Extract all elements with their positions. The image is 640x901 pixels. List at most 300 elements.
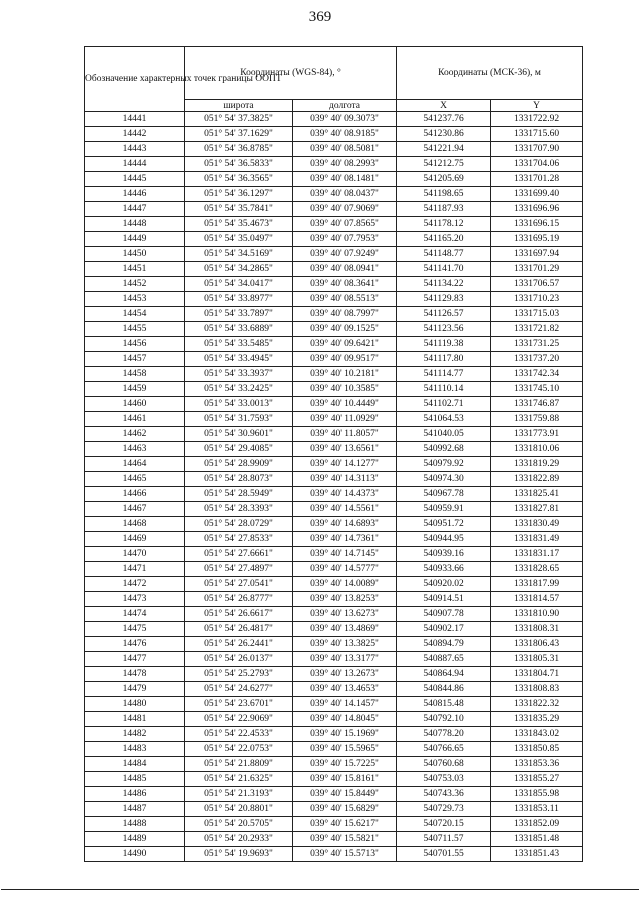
x-cell: 540974.30	[397, 472, 491, 487]
header-y: Y	[491, 100, 583, 112]
longitude-cell: 039° 40' 08.2993"	[293, 157, 397, 172]
latitude-cell: 051° 54' 29.4085"	[185, 442, 293, 457]
table-row	[85, 517, 583, 532]
longitude-cell: 039° 40' 15.5713"	[293, 847, 397, 862]
table-row	[85, 787, 583, 802]
point-id-cell: 14449	[85, 232, 185, 247]
longitude-cell: 039° 40' 13.4653"	[293, 682, 397, 697]
longitude-cell: 039° 40' 14.1457"	[293, 697, 397, 712]
point-id-cell: 14478	[85, 667, 185, 682]
table-row	[85, 547, 583, 562]
header-point-designation: Обозначение характерных точек границы ООПТ	[85, 47, 185, 112]
latitude-cell: 051° 54' 36.3565"	[185, 172, 293, 187]
point-id-cell: 14475	[85, 622, 185, 637]
longitude-cell: 039° 40' 07.8565"	[293, 217, 397, 232]
point-id-cell: 14470	[85, 547, 185, 562]
x-cell: 541237.76	[397, 112, 491, 127]
longitude-cell: 039° 40' 14.8045"	[293, 712, 397, 727]
y-cell: 1331697.94	[491, 247, 583, 262]
point-id-cell: 14476	[85, 637, 185, 652]
x-cell: 540760.68	[397, 757, 491, 772]
x-cell: 540729.73	[397, 802, 491, 817]
y-cell: 1331810.06	[491, 442, 583, 457]
latitude-cell: 051° 54' 34.2865"	[185, 262, 293, 277]
point-id-cell: 14471	[85, 562, 185, 577]
point-id-cell: 14484	[85, 757, 185, 772]
table-row	[85, 742, 583, 757]
x-cell: 540778.20	[397, 727, 491, 742]
point-id-cell: 14487	[85, 802, 185, 817]
y-cell: 1331742.34	[491, 367, 583, 382]
y-cell: 1331822.32	[491, 697, 583, 712]
x-cell: 540914.51	[397, 592, 491, 607]
point-id-cell: 14448	[85, 217, 185, 232]
latitude-cell: 051° 54' 30.9601"	[185, 427, 293, 442]
point-id-cell: 14456	[85, 337, 185, 352]
x-cell: 541114.77	[397, 367, 491, 382]
latitude-cell: 051° 54' 26.4817"	[185, 622, 293, 637]
x-cell: 541165.20	[397, 232, 491, 247]
x-cell: 541141.70	[397, 262, 491, 277]
latitude-cell: 051° 54' 26.6617"	[185, 607, 293, 622]
x-cell: 540920.02	[397, 577, 491, 592]
table-row	[85, 157, 583, 172]
longitude-cell: 039° 40' 14.7361"	[293, 532, 397, 547]
table-row	[85, 607, 583, 622]
longitude-cell: 039° 40' 14.6893"	[293, 517, 397, 532]
longitude-cell: 039° 40' 08.5081"	[293, 142, 397, 157]
point-id-cell: 14468	[85, 517, 185, 532]
longitude-cell: 039° 40' 08.0437"	[293, 187, 397, 202]
y-cell: 1331835.29	[491, 712, 583, 727]
table-row	[85, 457, 583, 472]
x-cell: 541187.93	[397, 202, 491, 217]
point-id-cell: 14464	[85, 457, 185, 472]
y-cell: 1331855.27	[491, 772, 583, 787]
x-cell: 541040.05	[397, 427, 491, 442]
table-row	[85, 112, 583, 127]
y-cell: 1331830.49	[491, 517, 583, 532]
latitude-cell: 051° 54' 33.5485"	[185, 337, 293, 352]
latitude-cell: 051° 54' 25.2793"	[185, 667, 293, 682]
point-id-cell: 14479	[85, 682, 185, 697]
y-cell: 1331715.03	[491, 307, 583, 322]
y-cell: 1331808.83	[491, 682, 583, 697]
point-id-cell: 14454	[85, 307, 185, 322]
longitude-cell: 039° 40' 13.6561"	[293, 442, 397, 457]
y-cell: 1331696.15	[491, 217, 583, 232]
x-cell: 541129.83	[397, 292, 491, 307]
y-cell: 1331722.92	[491, 112, 583, 127]
x-cell: 541230.86	[397, 127, 491, 142]
longitude-cell: 039° 40' 14.0089"	[293, 577, 397, 592]
point-id-cell: 14462	[85, 427, 185, 442]
x-cell: 540894.79	[397, 637, 491, 652]
latitude-cell: 051° 54' 19.9693"	[185, 847, 293, 862]
x-cell: 541119.38	[397, 337, 491, 352]
longitude-cell: 039° 40' 13.3177"	[293, 652, 397, 667]
point-id-cell: 14447	[85, 202, 185, 217]
x-cell: 540967.78	[397, 487, 491, 502]
y-cell: 1331699.40	[491, 187, 583, 202]
point-id-cell: 14469	[85, 532, 185, 547]
x-cell: 541221.94	[397, 142, 491, 157]
latitude-cell: 051° 54' 20.2933"	[185, 832, 293, 847]
latitude-cell: 051° 54' 33.4945"	[185, 352, 293, 367]
x-cell: 540944.95	[397, 532, 491, 547]
table-row	[85, 697, 583, 712]
longitude-cell: 039° 40' 09.9517"	[293, 352, 397, 367]
point-id-cell: 14455	[85, 322, 185, 337]
point-id-cell: 14460	[85, 397, 185, 412]
point-id-cell: 14450	[85, 247, 185, 262]
x-cell: 540939.16	[397, 547, 491, 562]
longitude-cell: 039° 40' 14.7145"	[293, 547, 397, 562]
latitude-cell: 051° 54' 27.6661"	[185, 547, 293, 562]
x-cell: 540792.10	[397, 712, 491, 727]
longitude-cell: 039° 40' 08.5513"	[293, 292, 397, 307]
longitude-cell: 039° 40' 15.7225"	[293, 757, 397, 772]
table-row	[85, 772, 583, 787]
point-id-cell: 14461	[85, 412, 185, 427]
latitude-cell: 051° 54' 21.8809"	[185, 757, 293, 772]
y-cell: 1331819.29	[491, 457, 583, 472]
longitude-cell: 039° 40' 10.4449"	[293, 397, 397, 412]
latitude-cell: 051° 54' 26.8777"	[185, 592, 293, 607]
table-row	[85, 802, 583, 817]
y-cell: 1331852.09	[491, 817, 583, 832]
longitude-cell: 039° 40' 08.7997"	[293, 307, 397, 322]
latitude-cell: 051° 54' 20.5705"	[185, 817, 293, 832]
longitude-cell: 039° 40' 11.8057"	[293, 427, 397, 442]
longitude-cell: 039° 40' 08.0941"	[293, 262, 397, 277]
y-cell: 1331715.60	[491, 127, 583, 142]
point-id-cell: 14459	[85, 382, 185, 397]
latitude-cell: 051° 54' 23.6701"	[185, 697, 293, 712]
y-cell: 1331810.90	[491, 607, 583, 622]
point-id-cell: 14445	[85, 172, 185, 187]
point-id-cell: 14441	[85, 112, 185, 127]
point-id-cell: 14443	[85, 142, 185, 157]
latitude-cell: 051° 54' 21.6325"	[185, 772, 293, 787]
table-row	[85, 487, 583, 502]
y-cell: 1331806.43	[491, 637, 583, 652]
longitude-cell: 039° 40' 15.5821"	[293, 832, 397, 847]
coordinates-table	[84, 46, 583, 862]
table-row	[85, 307, 583, 322]
table-row	[85, 652, 583, 667]
x-cell: 540951.72	[397, 517, 491, 532]
y-cell: 1331773.91	[491, 427, 583, 442]
point-id-cell: 14480	[85, 697, 185, 712]
latitude-cell: 051° 54' 28.3393"	[185, 502, 293, 517]
latitude-cell: 051° 54' 28.5949"	[185, 487, 293, 502]
x-cell: 541110.14	[397, 382, 491, 397]
page-number: 369	[308, 9, 332, 25]
latitude-cell: 051° 54' 35.7841"	[185, 202, 293, 217]
table-row	[85, 367, 583, 382]
longitude-cell: 039° 40' 14.3113"	[293, 472, 397, 487]
x-cell: 541205.69	[397, 172, 491, 187]
y-cell: 1331731.25	[491, 337, 583, 352]
latitude-cell: 051° 54' 27.8533"	[185, 532, 293, 547]
point-id-cell: 14458	[85, 367, 185, 382]
table-row	[85, 532, 583, 547]
x-cell: 540933.66	[397, 562, 491, 577]
y-cell: 1331855.98	[491, 787, 583, 802]
table-row	[85, 337, 583, 352]
y-cell: 1331831.49	[491, 532, 583, 547]
point-id-cell: 14465	[85, 472, 185, 487]
table-row	[85, 142, 583, 157]
table-row	[85, 562, 583, 577]
longitude-cell: 039° 40' 14.4373"	[293, 487, 397, 502]
x-cell: 540753.03	[397, 772, 491, 787]
table-row	[85, 427, 583, 442]
point-id-cell: 14444	[85, 157, 185, 172]
latitude-cell: 051° 54' 22.0753"	[185, 742, 293, 757]
y-cell: 1331695.19	[491, 232, 583, 247]
table-row	[85, 502, 583, 517]
x-cell: 541102.71	[397, 397, 491, 412]
y-cell: 1331808.31	[491, 622, 583, 637]
table-row	[85, 667, 583, 682]
y-cell: 1331825.41	[491, 487, 583, 502]
table-row	[85, 322, 583, 337]
point-id-cell: 14463	[85, 442, 185, 457]
table-row	[85, 397, 583, 412]
point-id-cell: 14486	[85, 787, 185, 802]
y-cell: 1331737.20	[491, 352, 583, 367]
latitude-cell: 051° 54' 27.0541"	[185, 577, 293, 592]
longitude-cell: 039° 40' 09.3073"	[293, 112, 397, 127]
latitude-cell: 051° 54' 31.7593"	[185, 412, 293, 427]
point-id-cell: 14483	[85, 742, 185, 757]
longitude-cell: 039° 40' 07.9069"	[293, 202, 397, 217]
x-cell: 540992.68	[397, 442, 491, 457]
latitude-cell: 051° 54' 36.1297"	[185, 187, 293, 202]
point-id-cell: 14457	[85, 352, 185, 367]
y-cell: 1331710.23	[491, 292, 583, 307]
table-row	[85, 757, 583, 772]
latitude-cell: 051° 54' 28.9909"	[185, 457, 293, 472]
longitude-cell: 039° 40' 10.3585"	[293, 382, 397, 397]
longitude-cell: 039° 40' 15.1969"	[293, 727, 397, 742]
latitude-cell: 051° 54' 35.0497"	[185, 232, 293, 247]
table-row	[85, 712, 583, 727]
y-cell: 1331853.36	[491, 757, 583, 772]
latitude-cell: 051° 54' 37.3825"	[185, 112, 293, 127]
latitude-cell: 051° 54' 26.2441"	[185, 637, 293, 652]
table-row	[85, 577, 583, 592]
table-row	[85, 817, 583, 832]
x-cell: 541126.57	[397, 307, 491, 322]
x-cell: 540864.94	[397, 667, 491, 682]
header-x: X	[397, 100, 491, 112]
latitude-cell: 051° 54' 36.8785"	[185, 142, 293, 157]
y-cell: 1331745.10	[491, 382, 583, 397]
longitude-cell: 039° 40' 15.8161"	[293, 772, 397, 787]
y-cell: 1331822.89	[491, 472, 583, 487]
table-row	[85, 187, 583, 202]
table-row	[85, 202, 583, 217]
point-id-cell: 14488	[85, 817, 185, 832]
header-msk36: Координаты (МСК-36), м	[397, 47, 583, 100]
x-cell: 540766.65	[397, 742, 491, 757]
longitude-cell: 039° 40' 09.1525"	[293, 322, 397, 337]
y-cell: 1331828.65	[491, 562, 583, 577]
y-cell: 1331704.06	[491, 157, 583, 172]
y-cell: 1331746.87	[491, 397, 583, 412]
point-id-cell: 14477	[85, 652, 185, 667]
y-cell: 1331850.85	[491, 742, 583, 757]
table-row	[85, 472, 583, 487]
y-cell: 1331805.31	[491, 652, 583, 667]
point-id-cell: 14446	[85, 187, 185, 202]
table-row	[85, 292, 583, 307]
table-body	[85, 112, 583, 862]
y-cell: 1331701.28	[491, 172, 583, 187]
latitude-cell: 051° 54' 33.7897"	[185, 307, 293, 322]
x-cell: 541064.53	[397, 412, 491, 427]
table-row	[85, 727, 583, 742]
x-cell: 540743.36	[397, 787, 491, 802]
latitude-cell: 051° 54' 28.8073"	[185, 472, 293, 487]
latitude-cell: 051° 54' 27.4897"	[185, 562, 293, 577]
point-id-cell: 14452	[85, 277, 185, 292]
longitude-cell: 039° 40' 10.2181"	[293, 367, 397, 382]
x-cell: 540711.57	[397, 832, 491, 847]
x-cell: 540979.92	[397, 457, 491, 472]
x-cell: 540720.15	[397, 817, 491, 832]
longitude-cell: 039° 40' 15.6829"	[293, 802, 397, 817]
latitude-cell: 051° 54' 37.1629"	[185, 127, 293, 142]
latitude-cell: 051° 54' 34.0417"	[185, 277, 293, 292]
point-id-cell: 14467	[85, 502, 185, 517]
y-cell: 1331804.71	[491, 667, 583, 682]
x-cell: 541198.65	[397, 187, 491, 202]
table-row	[85, 592, 583, 607]
x-cell: 540701.55	[397, 847, 491, 862]
x-cell: 541134.22	[397, 277, 491, 292]
latitude-cell: 051° 54' 35.4673"	[185, 217, 293, 232]
longitude-cell: 039° 40' 08.3641"	[293, 277, 397, 292]
latitude-cell: 051° 54' 33.2425"	[185, 382, 293, 397]
longitude-cell: 039° 40' 14.5561"	[293, 502, 397, 517]
y-cell: 1331843.02	[491, 727, 583, 742]
table-row	[85, 352, 583, 367]
point-id-cell: 14451	[85, 262, 185, 277]
x-cell: 540815.48	[397, 697, 491, 712]
point-id-cell: 14482	[85, 727, 185, 742]
longitude-cell: 039° 40' 08.9185"	[293, 127, 397, 142]
y-cell: 1331701.29	[491, 262, 583, 277]
y-cell: 1331851.48	[491, 832, 583, 847]
point-id-cell: 14442	[85, 127, 185, 142]
table-row	[85, 217, 583, 232]
point-id-cell: 14489	[85, 832, 185, 847]
point-id-cell: 14472	[85, 577, 185, 592]
longitude-cell: 039° 40' 11.0929"	[293, 412, 397, 427]
longitude-cell: 039° 40' 13.8253"	[293, 592, 397, 607]
x-cell: 541178.12	[397, 217, 491, 232]
latitude-cell: 051° 54' 24.6277"	[185, 682, 293, 697]
table-row	[85, 832, 583, 847]
header-latitude: широта	[185, 100, 293, 112]
point-id-cell: 14481	[85, 712, 185, 727]
longitude-cell: 039° 40' 14.1277"	[293, 457, 397, 472]
y-cell: 1331696.96	[491, 202, 583, 217]
table-row	[85, 637, 583, 652]
header-wgs84: Координаты (WGS-84), °	[185, 47, 397, 100]
header-longitude: долгота	[293, 100, 397, 112]
y-cell: 1331759.88	[491, 412, 583, 427]
latitude-cell: 051° 54' 26.0137"	[185, 652, 293, 667]
longitude-cell: 039° 40' 13.3825"	[293, 637, 397, 652]
y-cell: 1331707.90	[491, 142, 583, 157]
y-cell: 1331827.81	[491, 502, 583, 517]
longitude-cell: 039° 40' 07.9249"	[293, 247, 397, 262]
longitude-cell: 039° 40' 14.5777"	[293, 562, 397, 577]
y-cell: 1331851.43	[491, 847, 583, 862]
table-row	[85, 277, 583, 292]
y-cell: 1331853.11	[491, 802, 583, 817]
latitude-cell: 051° 54' 22.4533"	[185, 727, 293, 742]
y-cell: 1331817.99	[491, 577, 583, 592]
latitude-cell: 051° 54' 28.0729"	[185, 517, 293, 532]
table-row	[85, 682, 583, 697]
point-id-cell: 14490	[85, 847, 185, 862]
latitude-cell: 051° 54' 21.3193"	[185, 787, 293, 802]
point-id-cell: 14453	[85, 292, 185, 307]
latitude-cell: 051° 54' 36.5833"	[185, 157, 293, 172]
latitude-cell: 051° 54' 33.8977"	[185, 292, 293, 307]
point-id-cell: 14485	[85, 772, 185, 787]
x-cell: 541123.56	[397, 322, 491, 337]
table-row	[85, 247, 583, 262]
table-row	[85, 442, 583, 457]
x-cell: 540844.86	[397, 682, 491, 697]
table-row	[85, 232, 583, 247]
table-row	[85, 622, 583, 637]
point-id-cell: 14474	[85, 607, 185, 622]
y-cell: 1331831.17	[491, 547, 583, 562]
x-cell: 541117.80	[397, 352, 491, 367]
latitude-cell: 051° 54' 33.3937"	[185, 367, 293, 382]
x-cell: 540959.91	[397, 502, 491, 517]
x-cell: 540907.78	[397, 607, 491, 622]
footer-divider	[1, 889, 639, 890]
latitude-cell: 051° 54' 20.8801"	[185, 802, 293, 817]
latitude-cell: 051° 54' 34.5169"	[185, 247, 293, 262]
longitude-cell: 039° 40' 15.6217"	[293, 817, 397, 832]
x-cell: 541212.75	[397, 157, 491, 172]
longitude-cell: 039° 40' 15.8449"	[293, 787, 397, 802]
point-id-cell: 14466	[85, 487, 185, 502]
longitude-cell: 039° 40' 07.7953"	[293, 232, 397, 247]
table-row	[85, 172, 583, 187]
latitude-cell: 051° 54' 33.6889"	[185, 322, 293, 337]
longitude-cell: 039° 40' 13.4869"	[293, 622, 397, 637]
longitude-cell: 039° 40' 13.2673"	[293, 667, 397, 682]
x-cell: 540902.17	[397, 622, 491, 637]
table-row	[85, 382, 583, 397]
point-id-cell: 14473	[85, 592, 185, 607]
table-row	[85, 262, 583, 277]
table-row	[85, 412, 583, 427]
x-cell: 541148.77	[397, 247, 491, 262]
y-cell: 1331814.57	[491, 592, 583, 607]
